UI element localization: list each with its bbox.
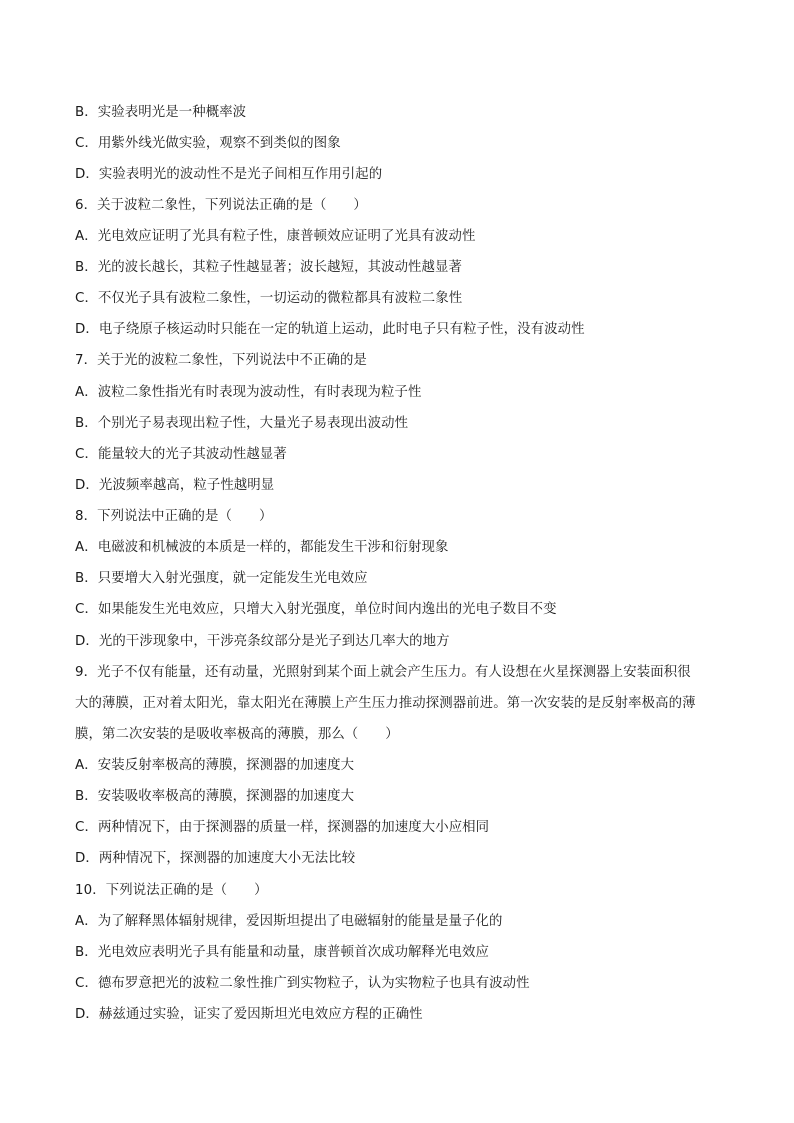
question-9-stem-line-3: 膜，第二次安装的是吸收率极高的薄膜，那么（ ） (75, 727, 399, 742)
question-9-option-c: C．两种情况下，由于探测器的质量一样，探测器的加速度大小应相同 (75, 820, 490, 835)
question-7-option-a: A．波粒二象性指光有时表现为波动性，有时表现为粒子性 (75, 385, 422, 400)
question-10-option-a: A．为了解释黑体辐射规律，爱因斯坦提出了电磁辐射的能量是量子化的 (75, 914, 503, 929)
text-line-option-b-q5: B．实验表明光是一种概率波 (75, 105, 247, 120)
question-9-option-a: A．安装反射率极高的薄膜，探测器的加速度大 (75, 758, 355, 773)
question-8-option-a: A．电磁波和机械波的本质是一样的，都能发生干涉和衍射现象 (75, 540, 449, 555)
question-9-stem-line-2: 大的薄膜，正对着太阳光，靠太阳光在薄膜上产生压力推动探测器前进。第一次安装的是反射率极高的薄 (75, 696, 696, 711)
question-10-option-d: D．赫兹通过实验，证实了爱因斯坦光电效应方程的正确性 (75, 1007, 423, 1022)
question-6-stem: 6．关于波粒二象性，下列说法正确的是（ ） (75, 198, 367, 213)
question-6-option-c: C．不仅光子具有波粒二象性，一切运动的微粒都具有波粒二象性 (75, 291, 463, 306)
question-9-option-b: B．安装吸收率极高的薄膜，探测器的加速度大 (75, 789, 355, 804)
question-7-option-c: C．能量较大的光子其波动性越显著 (75, 447, 287, 462)
text-line-option-c-q5: C．用紫外线光做实验，观察不到类似的图象 (75, 136, 341, 151)
question-7-stem: 7．关于光的波粒二象性，下列说法中不正确的是 (75, 353, 367, 368)
question-6-option-b: B．光的波长越长，其粒子性越显著；波长越短，其波动性越显著 (75, 260, 463, 275)
question-9-stem-line-1: 9．光子不仅有能量，还有动量，光照射到某个面上就会产生压力。有人设想在火星探测器上安装面积很 (75, 665, 691, 680)
question-10-option-c: C．德布罗意把光的波粒二象性推广到实物粒子，认为实物粒子也具有波动性 (75, 976, 530, 991)
question-6-option-d: D．电子绕原子核运动时只能在一定的轨道上运动，此时电子只有粒子性，没有波动性 (75, 322, 585, 337)
question-7-option-b: B．个别光子易表现出粒子性，大量光子易表现出波动性 (75, 416, 409, 431)
text-line-option-d-q5: D．实验表明光的波动性不是光子间相互作用引起的 (75, 167, 383, 182)
question-7-option-d: D．光波频率越高，粒子性越明显 (75, 478, 275, 493)
question-8-option-c: C．如果能发生光电效应，只增大入射光强度，单位时间内逸出的光电子数目不变 (75, 602, 557, 617)
question-10-option-b: B．光电效应表明光子具有能量和动量，康普顿首次成功解释光电效应 (75, 945, 490, 960)
question-9-option-d: D．两种情况下，探测器的加速度大小无法比较 (75, 851, 356, 866)
question-10-stem: 10．下列说法正确的是（ ） (75, 883, 268, 898)
question-6-option-a: A．光电效应证明了光具有粒子性，康普顿效应证明了光具有波动性 (75, 229, 476, 244)
question-8-option-d: D．光的干涉现象中，干涉亮条纹部分是光子到达几率大的地方 (75, 634, 450, 649)
question-8-option-b: B．只要增大入射光强度，就一定能发生光电效应 (75, 571, 368, 586)
question-8-stem: 8．下列说法中正确的是（ ） (75, 509, 273, 524)
